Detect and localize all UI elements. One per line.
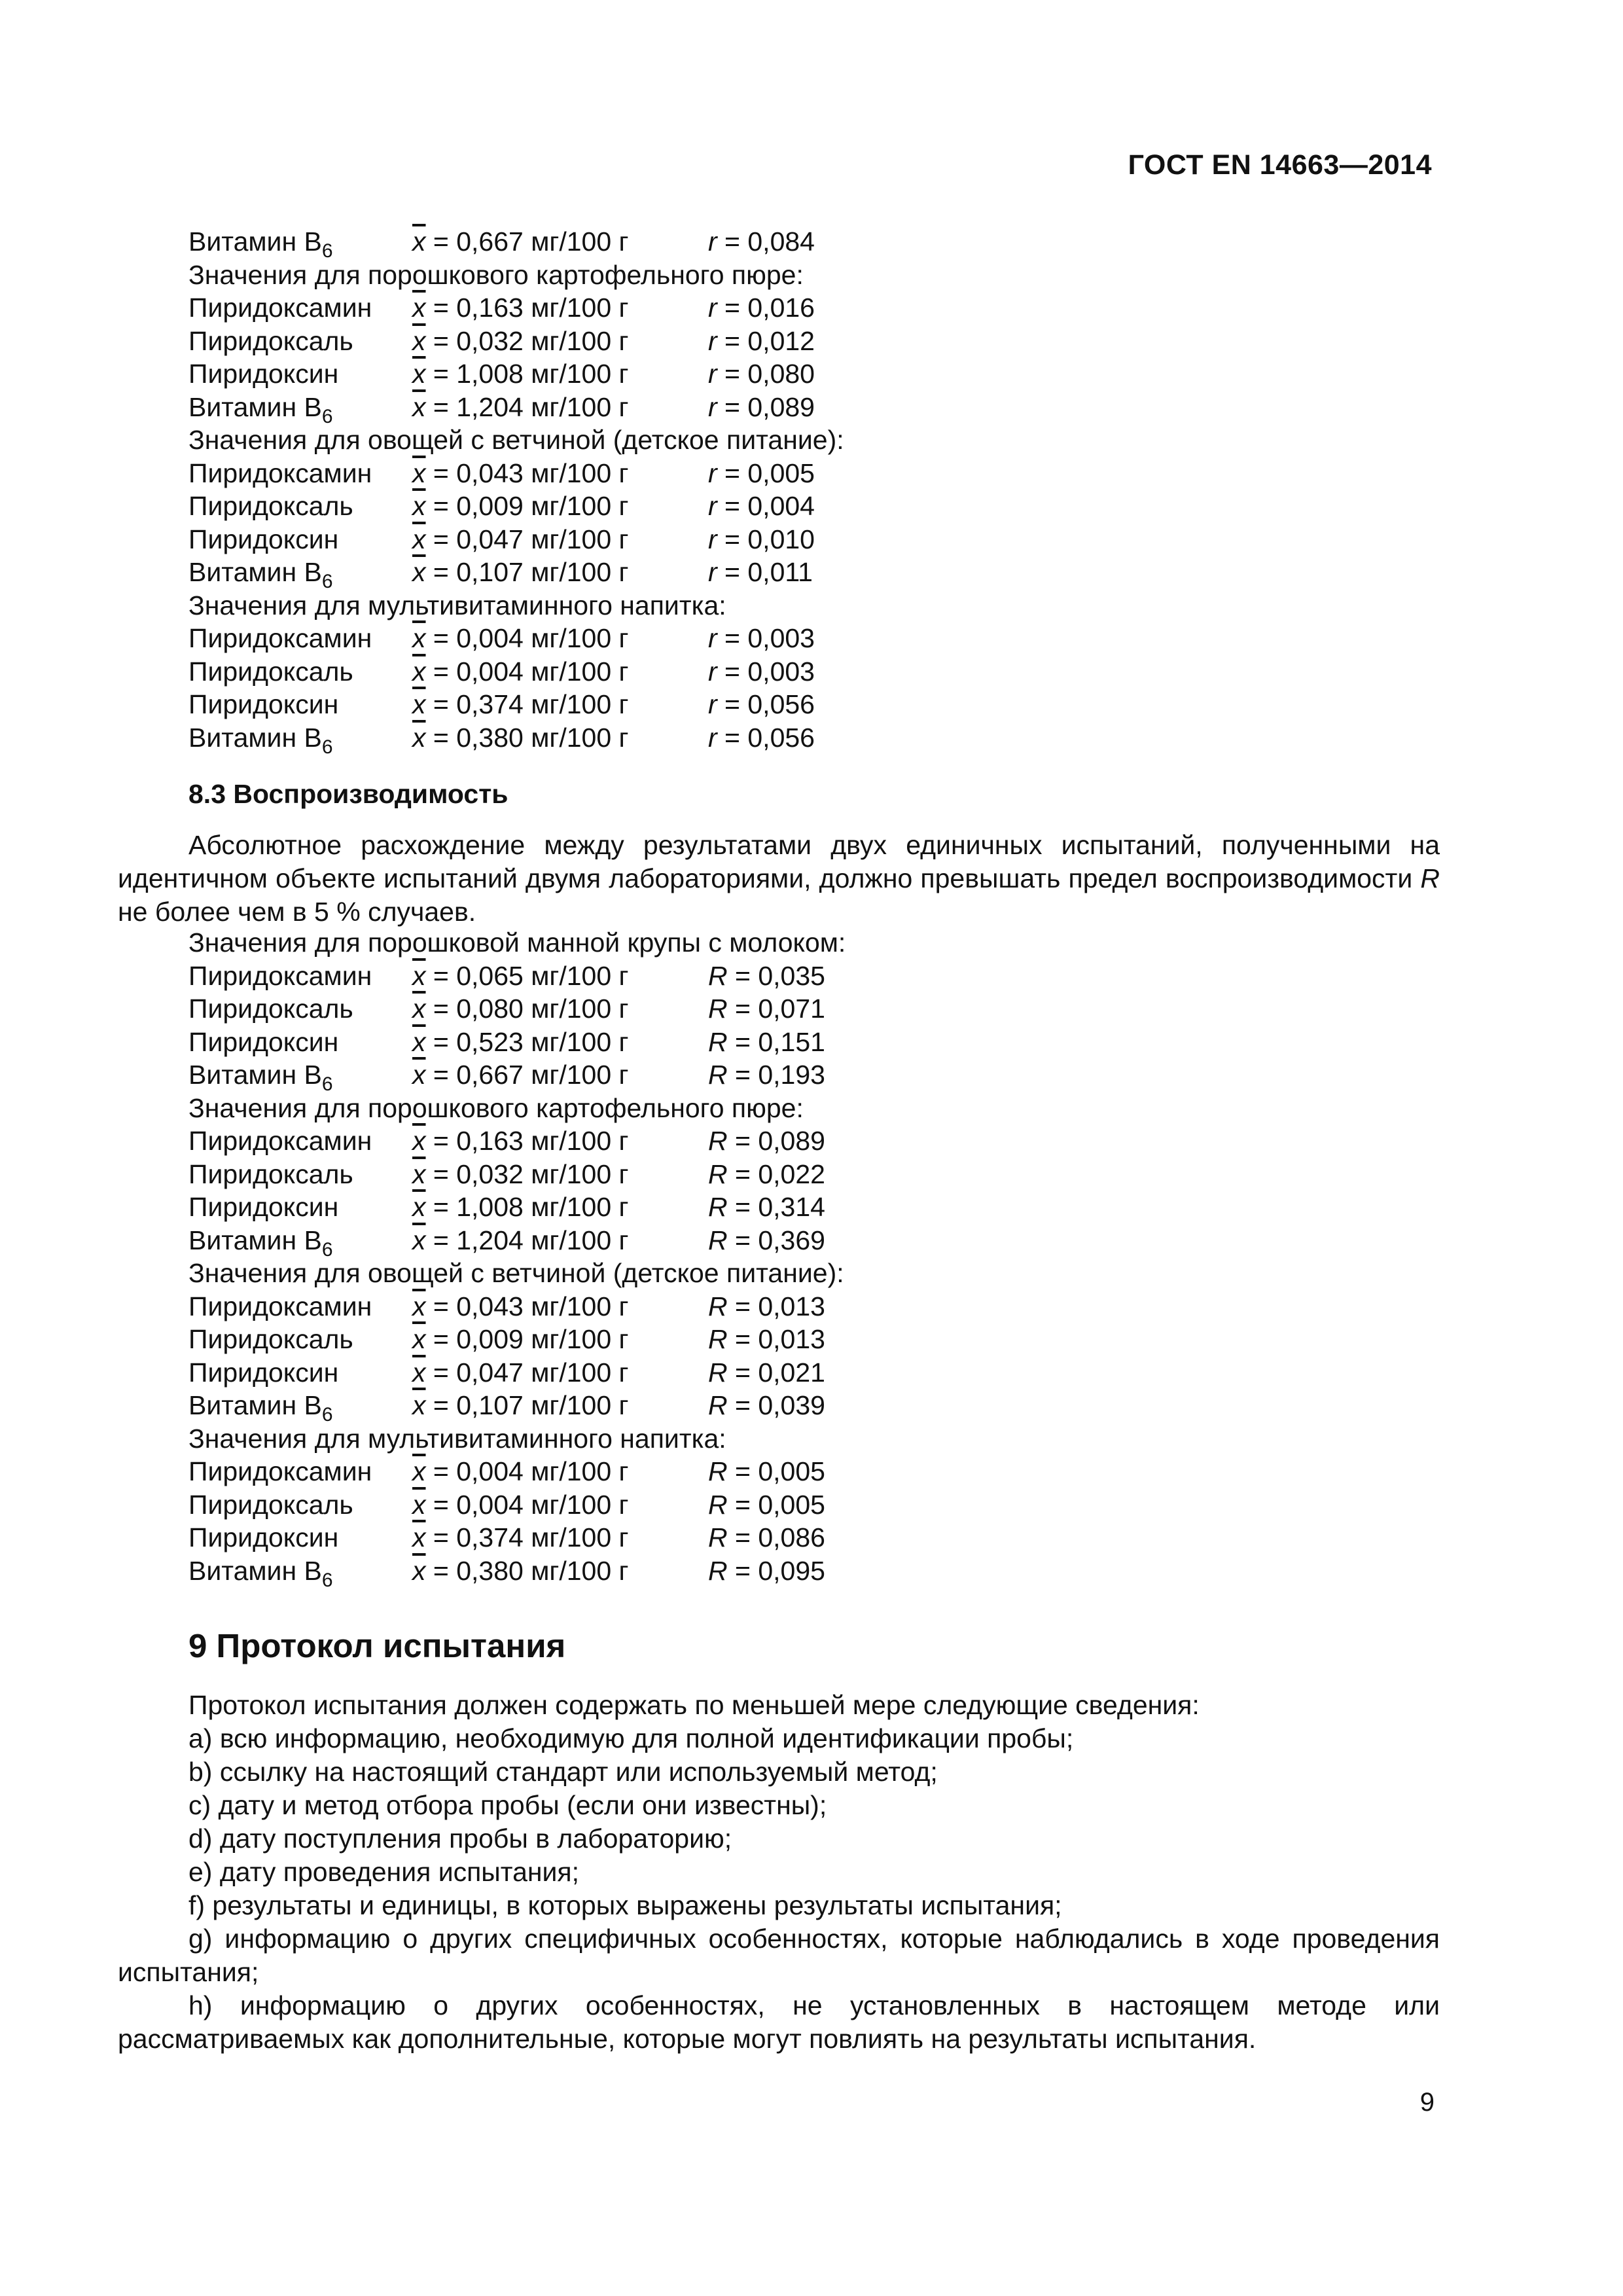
values-group-heading: Значения для мультивитаминного напитка: — [188, 590, 726, 620]
mean-value: $\overline{x} = 0,163$ мг/100 г — [412, 1126, 629, 1156]
limit-value: R = 0,021 — [708, 1357, 825, 1388]
value-row — [188, 688, 844, 721]
limit-value: R = 0,013 — [708, 1324, 825, 1354]
mean-value: $\overline{x} = 0,107$ мг/100 г — [412, 557, 629, 587]
limit-value: r = 0,004 — [708, 491, 815, 521]
value-row — [188, 490, 844, 523]
value-row — [188, 655, 844, 689]
mean-value: $\overline{x} = 0,667$ мг/100 г — [412, 1060, 629, 1090]
limit-value: R = 0,071 — [708, 994, 825, 1024]
mean-value: $\overline{x} = 0,080$ мг/100 г — [412, 994, 629, 1024]
substance-name: Пиридоксамин — [188, 960, 372, 991]
section-9-title: 9 Протокол испытания — [188, 1627, 566, 1664]
value-row — [188, 1158, 846, 1191]
limit-value: R = 0,005 — [708, 1456, 825, 1486]
substance-name: Витамин $B_6$ — [188, 391, 333, 427]
mean-value: $\overline{x} = 0,374$ мг/100 г — [412, 1522, 629, 1552]
substance-name: Витамин $B_6$ — [188, 557, 333, 592]
values-group-heading: Значения для овощей с ветчиной (детское питание): — [188, 1258, 844, 1288]
value-row — [188, 556, 844, 592]
mean-value: $\overline{x} = 0,065$ мг/100 г — [412, 960, 629, 991]
substance-name: Пиридоксин — [188, 1026, 339, 1057]
substance-name: Пиридоксамин — [188, 1291, 372, 1321]
mean-value: $\overline{x} = 0,667$ мг/100 г — [412, 226, 629, 257]
substance-name: Пиридоксин — [188, 689, 339, 719]
mean-symbol: $\overline{x}$ — [412, 1522, 426, 1552]
substance-name: Витамин $B_6$ — [188, 1555, 333, 1591]
value-row — [188, 1323, 846, 1356]
mean-value: $\overline{x} = 0,004$ мг/100 г — [412, 1456, 629, 1486]
substance-name: Витамин $B_6$ — [188, 722, 333, 758]
value-row — [188, 225, 844, 262]
substance-name: Пиридоксаль — [188, 1158, 353, 1189]
mean-symbol: $\overline{x}$ — [412, 391, 426, 422]
mean-symbol: $\overline{x}$ — [412, 359, 426, 389]
mean-symbol: $\overline{x}$ — [412, 1192, 426, 1222]
value-row — [188, 721, 844, 758]
substance-name: Витамин $B_6$ — [188, 1225, 333, 1261]
mean-value: $\overline{x} = 0,374$ мг/100 г — [412, 689, 629, 719]
limit-value: R = 0,314 — [708, 1192, 825, 1222]
limit-value: r = 0,003 — [708, 623, 815, 653]
mean-value: $\overline{x} = 0,523$ мг/100 г — [412, 1026, 629, 1057]
repeatability-values-block — [188, 225, 844, 758]
value-row — [188, 291, 844, 325]
limit-value: r = 0,012 — [708, 325, 815, 356]
mean-value: $\overline{x} = 1,008$ мг/100 г — [412, 359, 629, 389]
value-row — [188, 1488, 846, 1522]
limit-value: R = 0,005 — [708, 1489, 825, 1520]
value-row — [188, 1224, 846, 1261]
section-9-list-item: h) информацию о других особенностях, не установленных в настоящем методе или рассматриваемых как дополнительные, которые могут повлиять на результаты испытания. — [118, 1990, 1440, 2054]
mean-symbol: $\overline{x}$ — [412, 1555, 426, 1586]
limit-value: R = 0,022 — [708, 1158, 825, 1189]
value-row — [188, 1521, 846, 1554]
limit-value: R = 0,086 — [708, 1522, 825, 1552]
limit-value: R = 0,013 — [708, 1291, 825, 1321]
substance-name: Пиридоксамин — [188, 457, 372, 488]
value-row — [188, 960, 846, 993]
mean-value: $\overline{x} = 0,004$ мг/100 г — [412, 1489, 629, 1520]
mean-value: $\overline{x} = 0,107$ мг/100 г — [412, 1390, 629, 1420]
values-group-heading: Значения для мультивитаминного напитка: — [188, 1423, 726, 1454]
limit-value: r = 0,003 — [708, 656, 815, 687]
values-group-heading: Значения для порошковой манной крупы с молоком: — [188, 927, 846, 958]
mean-symbol: $\overline{x}$ — [412, 689, 426, 719]
section-9-list-item: c) дату и метод отбора пробы (если они известны); — [188, 1790, 827, 1820]
value-row — [188, 1058, 846, 1095]
section-8-3-paragraph: Абсолютное расхождение между результатами двух единичных испытаний, полученными на идентичном объекте испытаний двумя лабораториями, должно превышать предел воспроизводимости R не более чем в 5 % случаев. — [118, 830, 1440, 927]
substance-name: Пиридоксаль — [188, 656, 353, 687]
section-9-intro: Протокол испытания должен содержать по меньшей мере следующие сведения: — [188, 1690, 1200, 1720]
substance-name: Пиридоксин — [188, 524, 339, 554]
mean-symbol: $\overline{x}$ — [412, 293, 426, 323]
limit-value: r = 0,056 — [708, 689, 815, 719]
mean-value: $\overline{x} = 0,009$ мг/100 г — [412, 491, 629, 521]
mean-value: $\overline{x} = 1,204$ мг/100 г — [412, 391, 629, 422]
value-row — [188, 1191, 846, 1224]
mean-value: $\overline{x} = 1,204$ мг/100 г — [412, 1225, 629, 1255]
limit-value: r = 0,056 — [708, 722, 815, 753]
mean-symbol: $\overline{x}$ — [412, 1060, 426, 1090]
value-row — [188, 357, 844, 391]
substance-name: Витамин $B_6$ — [188, 226, 333, 262]
section-9-list-item: a) всю информацию, необходимую для полной идентификации пробы; — [188, 1723, 1074, 1753]
mean-value: $\overline{x} = 0,004$ мг/100 г — [412, 656, 629, 687]
section-9-list-item: g) информацию о других специфичных особенностях, которые наблюдались в ходе проведения испытания; — [118, 1924, 1440, 1987]
value-row — [188, 325, 844, 358]
substance-name: Пиридоксин — [188, 359, 339, 389]
page-number: 9 — [1419, 2088, 1435, 2117]
substance-name: Пиридоксаль — [188, 325, 353, 356]
substance-name: Пиридоксамин — [188, 623, 372, 653]
value-row — [188, 622, 844, 655]
limit-value: R = 0,035 — [708, 960, 825, 991]
value-row — [188, 457, 844, 490]
substance-name: Пиридоксаль — [188, 1489, 353, 1520]
value-row — [188, 992, 846, 1026]
substance-name: Пиридоксин — [188, 1192, 339, 1222]
limit-value: R = 0,095 — [708, 1555, 825, 1586]
mean-symbol: $\overline{x}$ — [412, 1357, 426, 1388]
mean-value: $\overline{x} = 0,047$ мг/100 г — [412, 524, 629, 554]
mean-value: $\overline{x} = 0,032$ мг/100 г — [412, 325, 629, 356]
value-row — [188, 1124, 846, 1158]
section-9-list-item: f) результаты и единицы, в которых выражены результаты испытания; — [188, 1890, 1062, 1920]
limit-value: R = 0,193 — [708, 1060, 825, 1090]
value-row — [188, 523, 844, 556]
limit-value: r = 0,011 — [708, 557, 813, 587]
mean-symbol: $\overline{x}$ — [412, 1324, 426, 1354]
mean-symbol: $\overline{x}$ — [412, 1456, 426, 1486]
values-group-heading: Значения для порошкового картофельного пюре: — [188, 1092, 804, 1123]
mean-symbol: $\overline{x}$ — [412, 457, 426, 488]
limit-value: R = 0,151 — [708, 1026, 825, 1057]
mean-symbol: $\overline{x}$ — [412, 656, 426, 687]
mean-symbol: $\overline{x}$ — [412, 1026, 426, 1057]
substance-name: Пиридоксамин — [188, 1456, 372, 1486]
mean-value: $\overline{x} = 0,043$ мг/100 г — [412, 1291, 629, 1321]
value-row — [188, 1554, 846, 1591]
limit-value: r = 0,084 — [708, 226, 815, 257]
section-9-list-item: b) ссылку на настоящий стандарт или используемый метод; — [188, 1757, 938, 1787]
mean-symbol: $\overline{x}$ — [412, 1158, 426, 1189]
value-row — [188, 1356, 846, 1390]
limit-value: R = 0,089 — [708, 1126, 825, 1156]
section-9-list — [118, 1689, 1440, 2056]
mean-symbol: $\overline{x}$ — [412, 325, 426, 356]
substance-name: Пиридоксамин — [188, 293, 372, 323]
limit-value: r = 0,016 — [708, 293, 815, 323]
values-group-heading: Значения для порошкового картофельного пюре: — [188, 259, 804, 290]
mean-value: $\overline{x} = 0,380$ мг/100 г — [412, 722, 629, 753]
mean-symbol: $\overline{x}$ — [412, 557, 426, 587]
limit-value: R = 0,039 — [708, 1390, 825, 1420]
mean-value: $\overline{x} = 0,163$ мг/100 г — [412, 293, 629, 323]
value-row — [188, 1389, 846, 1426]
value-row — [188, 1026, 846, 1059]
mean-symbol: $\overline{x}$ — [412, 994, 426, 1024]
limit-value: R = 0,369 — [708, 1225, 825, 1255]
values-group-heading: Значения для овощей с ветчиной (детское питание): — [188, 425, 844, 455]
substance-name: Пиридоксаль — [188, 1324, 353, 1354]
mean-value: $\overline{x} = 0,043$ мг/100 г — [412, 457, 629, 488]
substance-name: Пиридоксин — [188, 1357, 339, 1388]
mean-symbol: $\overline{x}$ — [412, 491, 426, 521]
substance-name: Витамин $B_6$ — [188, 1390, 333, 1426]
mean-symbol: $\overline{x}$ — [412, 623, 426, 653]
substance-name: Пиридоксин — [188, 1522, 339, 1552]
mean-value: $\overline{x} = 1,008$ мг/100 г — [412, 1192, 629, 1222]
value-row — [188, 1455, 846, 1488]
section-8-3-title: 8.3 Воспроизводимость — [188, 779, 508, 809]
limit-value: r = 0,010 — [708, 524, 815, 554]
value-row — [188, 391, 844, 427]
limit-value: r = 0,089 — [708, 391, 815, 422]
limit-value: r = 0,005 — [708, 457, 815, 488]
mean-symbol: $\overline{x}$ — [412, 960, 426, 991]
mean-symbol: $\overline{x}$ — [412, 1126, 426, 1156]
mean-value: $\overline{x} = 0,004$ мг/100 г — [412, 623, 629, 653]
mean-value: $\overline{x} = 0,032$ мг/100 г — [412, 1158, 629, 1189]
mean-symbol: $\overline{x}$ — [412, 524, 426, 554]
mean-symbol: $\overline{x}$ — [412, 1225, 426, 1255]
substance-name: Пиридоксамин — [188, 1126, 372, 1156]
section-9-list-item: d) дату поступления пробы в лабораторию; — [188, 1823, 732, 1854]
substance-name: Витамин $B_6$ — [188, 1060, 333, 1095]
mean-value: $\overline{x} = 0,380$ мг/100 г — [412, 1555, 629, 1586]
mean-symbol: $\overline{x}$ — [412, 1291, 426, 1321]
mean-value: $\overline{x} = 0,047$ мг/100 г — [412, 1357, 629, 1388]
mean-symbol: $\overline{x}$ — [412, 722, 426, 753]
substance-name: Пиридоксаль — [188, 994, 353, 1024]
mean-symbol: $\overline{x}$ — [412, 226, 426, 257]
document-header: ГОСТ EN 14663—2014 — [1128, 149, 1432, 181]
mean-value: $\overline{x} = 0,009$ мг/100 г — [412, 1324, 629, 1354]
substance-name: Пиридоксаль — [188, 491, 353, 521]
value-row — [188, 1290, 846, 1323]
section-9-list-item: e) дату проведения испытания; — [188, 1857, 580, 1887]
reproducibility-values-block — [188, 926, 846, 1591]
mean-symbol: $\overline{x}$ — [412, 1390, 426, 1420]
mean-symbol: $\overline{x}$ — [412, 1489, 426, 1520]
limit-value: r = 0,080 — [708, 359, 815, 389]
